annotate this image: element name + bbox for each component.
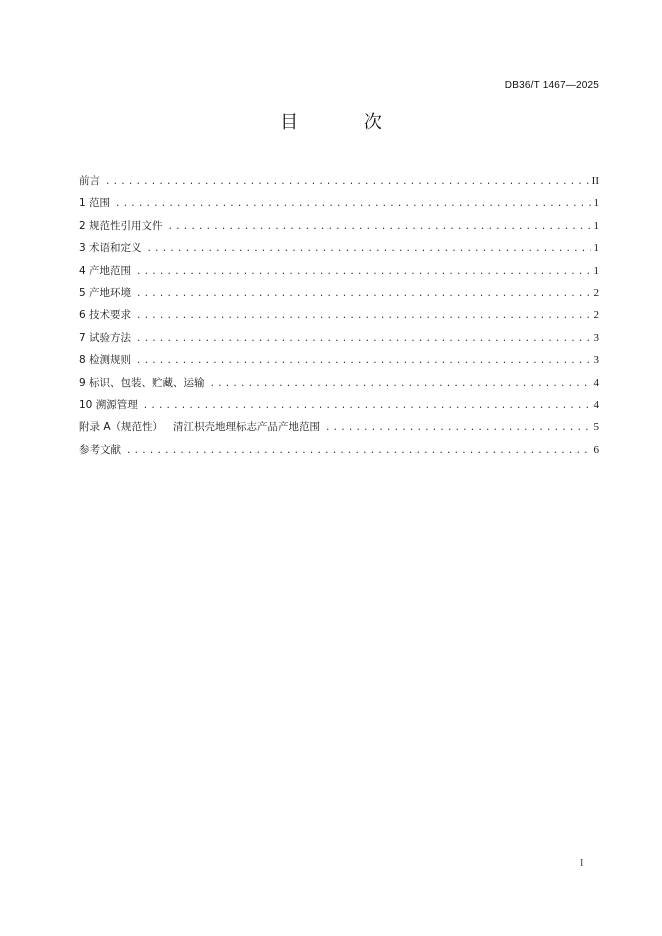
toc-entry-label: 4 产地范围	[79, 264, 132, 277]
toc-entry-foreword[interactable]	[79, 170, 599, 192]
toc-entry-page: 5	[593, 421, 599, 434]
toc-entry-page: II	[591, 175, 599, 187]
dot-leader	[136, 305, 590, 327]
toc-entry-label: 2 规范性引用文件	[79, 219, 163, 232]
toc-entry-origin-environment[interactable]	[79, 282, 599, 304]
toc-entry-page: 2	[593, 309, 599, 322]
toc-entry-scope[interactable]	[79, 192, 599, 214]
toc-entry-label: 10 溯源管理	[79, 398, 138, 411]
toc-entry-page: 1	[593, 264, 599, 277]
toc-entry-label: 附录 A（规范性） 清江枳壳地理标志产品产地范围	[79, 421, 321, 434]
toc-entry-page: 3	[593, 331, 599, 344]
toc-entry-page: 1	[593, 242, 599, 255]
toc-entry-inspection-rules[interactable]	[79, 349, 599, 371]
toc-entry-page: 1	[593, 197, 599, 210]
toc-entry-page: 4	[593, 376, 599, 389]
toc-entry-origin-area[interactable]	[79, 260, 599, 282]
dot-leader	[325, 417, 590, 439]
toc-entry-label: 6 技术要求	[79, 309, 132, 322]
toc-entry-references[interactable]	[79, 439, 599, 461]
dot-leader	[210, 373, 591, 395]
toc-entry-page: 2	[593, 286, 599, 299]
toc-entry-test-methods[interactable]	[79, 327, 599, 349]
dot-leader	[126, 440, 591, 462]
dot-leader	[136, 283, 590, 305]
toc-entry-page: 4	[593, 398, 599, 411]
dot-leader	[136, 350, 590, 372]
toc-entry-labeling-packaging[interactable]	[79, 372, 599, 394]
toc-entry-label: 8 检测规则	[79, 354, 132, 367]
toc-entry-label: 前言	[79, 175, 100, 187]
document-code: DB36/T 1467—2025	[504, 80, 599, 91]
toc-entry-page: 1	[593, 219, 599, 232]
toc-entry-label: 参考文献	[79, 443, 121, 456]
dot-leader	[115, 193, 590, 215]
dot-leader	[143, 395, 591, 417]
page-title: 目 次	[280, 112, 412, 133]
page-number: I	[580, 858, 584, 869]
toc-entry-label: 7 试验方法	[79, 331, 132, 344]
dot-leader	[168, 216, 591, 238]
toc-entry-terms-definitions[interactable]	[79, 237, 599, 259]
toc-entry-label: 3 术语和定义	[79, 242, 142, 255]
dot-leader	[147, 238, 591, 260]
toc-entry-appendix-a[interactable]	[79, 416, 599, 438]
toc-entry-label: 1 范围	[79, 197, 111, 210]
dot-leader	[136, 328, 590, 350]
table-of-contents	[79, 170, 599, 461]
toc-entry-label: 5 产地环境	[79, 286, 132, 299]
toc-entry-traceability[interactable]	[79, 394, 599, 416]
toc-entry-label: 9 标识、包装、贮藏、运输	[79, 376, 205, 389]
toc-entry-technical-requirements[interactable]	[79, 304, 599, 326]
toc-entry-page: 6	[593, 443, 599, 456]
toc-entry-page: 3	[593, 354, 599, 367]
dot-leader	[105, 171, 589, 193]
dot-leader	[136, 261, 590, 283]
toc-entry-normative-references[interactable]	[79, 215, 599, 237]
